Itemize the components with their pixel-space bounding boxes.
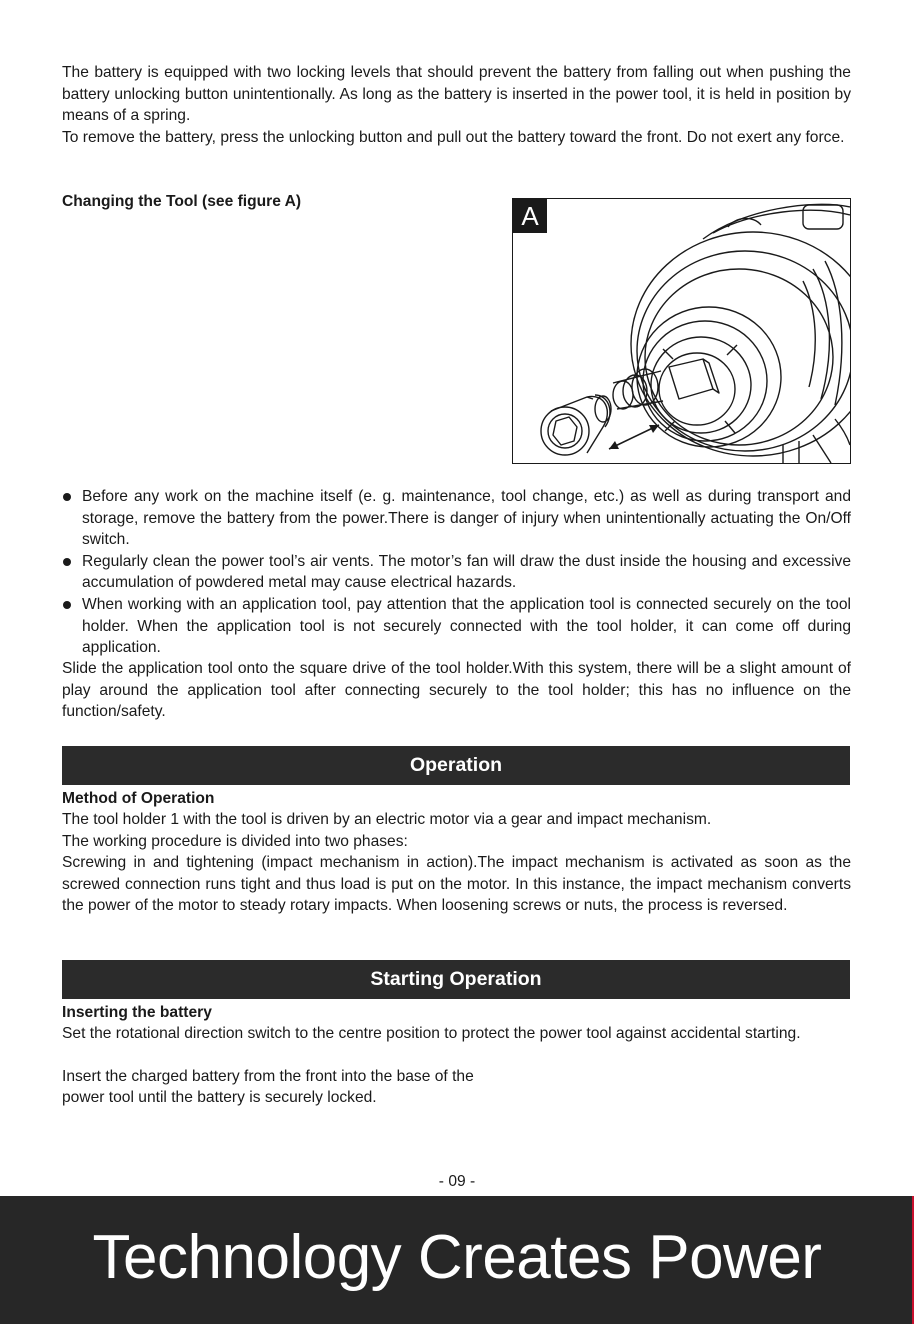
footer-slogan: Technology Creates Power	[92, 1223, 822, 1292]
bullet-dot-icon	[63, 601, 71, 609]
bullet-dot-icon	[63, 493, 71, 501]
safety-bullet-list	[62, 486, 851, 659]
intro-paragraph-1: The battery is equipped with two locking levels that should prevent the battery from falling out when pushing the battery unlocking button unintentionally. As long as the battery is inserted in the power tool, it is held in position by means of a spring.	[62, 64, 851, 125]
list-item: When working with an application tool, pay attention that the application tool is connected securely on the tool holder. When the application tool is not securely connected with the tool holder, it can come off during application.	[62, 594, 851, 659]
operation-paragraph-1: The tool holder 1 with the tool is driven by an electric motor via a gear and impact mechanism.	[62, 811, 712, 828]
starting-paragraph-2-line-1: Insert the charged battery from the front into the base of the	[62, 1068, 474, 1085]
inserting-battery-heading: Inserting the battery	[62, 1004, 212, 1021]
method-heading: Method of Operation	[62, 790, 215, 807]
figure-a	[512, 198, 851, 464]
changing-tool-closing: Slide the application tool onto the square drive of the tool holder.With this system, there will be a slight amount of play around the application tool after connecting securely to the tool holder; this has no influence on the function/safety.	[62, 660, 851, 721]
starting-paragraph-2-line-2: power tool until the battery is securely locked.	[62, 1089, 377, 1106]
impact-wrench-illustration	[513, 199, 850, 463]
starting-paragraph-1: Set the rotational direction switch to the centre position to protect the power tool against accidental starting.	[62, 1025, 801, 1042]
list-item: Before any work on the machine itself (e. g. maintenance, tool change, etc.) as well as during transport and storage, remove the battery from the power.There is danger of injury when unintentionally actuating the On/Off switch.	[62, 486, 851, 551]
operation-section-bar: Operation	[62, 746, 850, 785]
figure-label: A	[513, 199, 547, 233]
bullet-dot-icon	[63, 558, 71, 566]
list-item: Regularly clean the power tool’s air vents. The motor’s fan will draw the dust inside the housing and excessive accumulation of powdered metal may cause electrical hazards.	[62, 551, 851, 594]
operation-paragraph-3: Screwing in and tightening (impact mechanism in action).The impact mechanism is activated as soon as the screwed connection runs tight and thus load is put on the motor. In this instance, the impact mechanism converts the power of the motor to steady rotary impacts. When loosening screws or nuts, the process is reversed.	[62, 854, 851, 915]
starting-operation-section-bar: Starting Operation	[62, 960, 850, 999]
operation-paragraph-2: The working procedure is divided into two phases:	[62, 833, 408, 850]
intro-paragraph-2: To remove the battery, press the unlocking button and pull out the battery toward the front. Do not exert any force.	[62, 129, 845, 146]
page-number: - 09 -	[438, 1173, 476, 1190]
changing-tool-heading: Changing the Tool (see figure A)	[62, 193, 302, 210]
footer-banner	[0, 1196, 914, 1324]
